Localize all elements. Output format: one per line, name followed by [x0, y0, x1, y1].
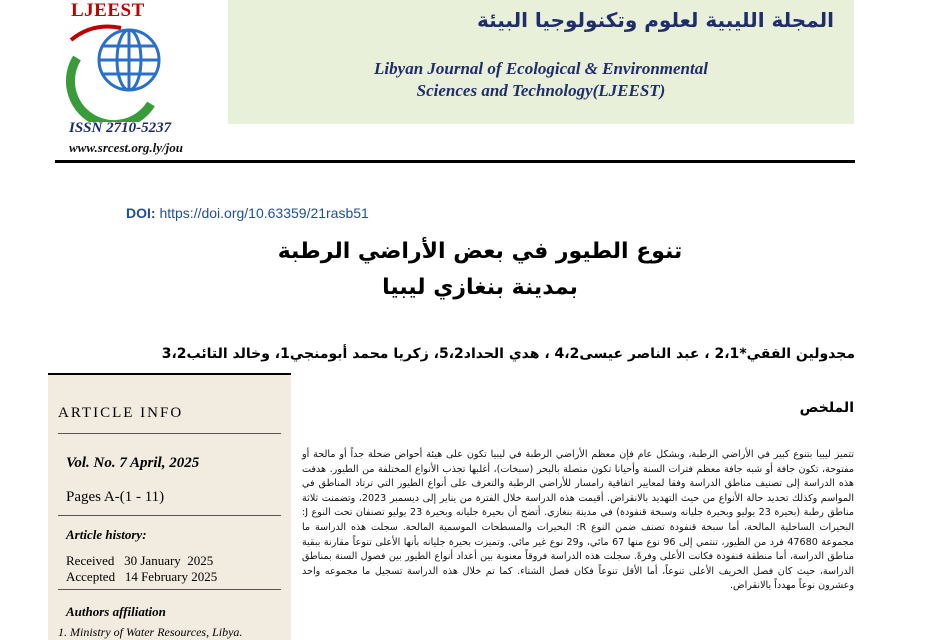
doi-line [126, 205, 369, 221]
globe-logo-icon [63, 18, 173, 122]
logo-text: LJEEST [71, 0, 145, 21]
header-divider [55, 160, 855, 163]
journal-english-title [228, 58, 854, 102]
received-date: Received 30 January 2025 [66, 553, 214, 568]
paper-title-line2: بمدينة بنغازي ليبيا [382, 275, 578, 300]
journal-arabic-title: المجلة الليبية لعلوم وتكنولوجيا البيئة [476, 8, 834, 32]
volume-info: Vol. No. 7 April, 2025 [66, 455, 200, 471]
journal-english-title-line2: Sciences and Technology(LJEEST) [416, 81, 666, 100]
divider [58, 589, 281, 590]
article-history-heading: Article history: [66, 527, 147, 542]
article-info-panel [48, 373, 291, 640]
issn: ISSN 2710-5237 [69, 120, 172, 136]
affiliation-item: 1. Ministry of Water Resources, Libya. [58, 625, 243, 639]
doi-label: DOI: [126, 205, 156, 221]
paper-title-line1: تنوع الطيور في بعض الأراضي الرطبة [277, 239, 683, 264]
journal-logo [55, 0, 225, 158]
divider [58, 515, 281, 516]
abstract-heading: الملخص [799, 400, 854, 416]
article-info-top-rule [48, 373, 291, 375]
accepted-date: Accepted 14 February 2025 [66, 569, 218, 584]
article-info-heading: ARTICLE INFO [58, 405, 184, 421]
affiliation-heading: Authors affiliation [66, 604, 166, 619]
abstract-body: تتميز ليبيا بتنوع كبير في الأراضي الرطبة، وبشكل عام فإن معظم الأراضي الرطبة في ليبيا تكون على هيئة أحواض ضحلة جداً أو مالحة أو مفتوحة، تكون جافة أو شبه جافة معظم فترات السنة وأحيانا تكون متصلة بالبحر (سبخات)، أغلبها تجذب الأنواع المختلفة من الطيور. هدفت هذه الدراسة إلى تصنيف مناطق الدراسة وفقا لمعايير اتفاقية رامسار للأراضي الرطبة والتعرف على أنواع الطيور التي ترتاد المناطق في المواسم وكذلك تحديد حالة الأنواع من حيث التهديد بالانقراض. أقيمت هذه الدراسة خلال الفترة من يناير إلى ديسمبر 2023، وتضمنت ثلاثة مناطق رطبة (بحيرة 23 يوليو وبحيرة جليانه وسبخة قنفودة) في مدينة بنغازي. أتضح أن بحيرة جليانه وبحيرة 23 يوليو تصنفان تحت النوع J: البحيرات الساحلية المالحة، أما سبخة قنفودة تصنف ضمن النوع R: البحيرات والمسطحات الموسمية المالحة. سجلت هذه الدراسة ما مجموعة 47680 فرد من الطيور، تنتمي إلى 96 نوع منها 67 مائي، و29 نوع غير مائي. وتميزت بحيرة جليانه بأنها الأعلى تنوعاً مقارنة ببقية مناطق الدراسة، أما منطقة قنفودة فكانت الأعلى وفرةً. سجلت هذه الدراسة فروقاً معنوية بين أعداد أنواع الطيور بين فصول السنة بمناطق الدراسة، حيث كان فصل الخريف الأعلى تنوعاً، أما الأقل تنوعاً فكان فصل الشتاء. كما تم خلال هذه الدراسة تسجيل ما مجموعه واحد وعشرون نوعاً مهدداً بالانقراض. [302, 449, 855, 592]
journal-english-title-line1: Libyan Journal of Ecological & Environmental [374, 59, 708, 78]
divider [58, 433, 281, 434]
authors: مجدولين الفقي*2،1 ، عبد الناصر عيسى4،2 ، هدي الحداد5،2، زكريا محمد أبومنجي1، وخالد التائب3،2 [161, 346, 855, 362]
journal-website[interactable]: www.srcest.org.ly/jou [69, 140, 184, 155]
journal-header-band [228, 0, 854, 124]
pages-info: Pages A-(1 - 11) [66, 489, 165, 505]
doi-link[interactable]: https://doi.org/10.63359/21rasb51 [159, 205, 369, 221]
paper-title [230, 234, 730, 306]
